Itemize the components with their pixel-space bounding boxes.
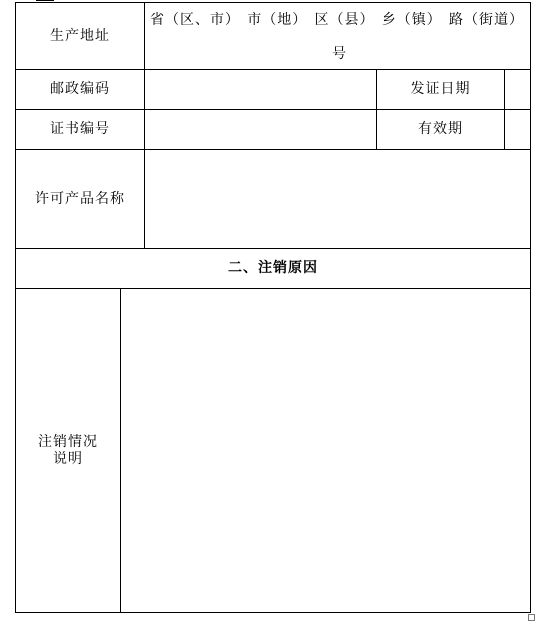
postal-code-label: 邮政编码	[16, 70, 145, 110]
cancellation-note-field[interactable]	[121, 289, 531, 613]
product-name-label: 许可产品名称	[16, 150, 145, 249]
certificate-row	[16, 110, 531, 150]
postal-date-row	[16, 70, 531, 110]
valid-period-field[interactable]	[505, 110, 531, 150]
product-name-row	[16, 150, 531, 249]
certificate-number-label: 证书编号	[16, 110, 145, 150]
valid-period-label: 有效期	[377, 110, 505, 150]
cancellation-note-label-line1: 注销情况	[38, 433, 98, 450]
address-town: 乡（镇）	[381, 12, 442, 28]
issue-date-field[interactable]	[505, 70, 531, 110]
cancellation-note-row	[16, 289, 531, 613]
cancellation-reason-title: 二、注销原因	[16, 249, 531, 289]
production-address-label: 生产地址	[16, 3, 145, 70]
address-line-1	[150, 12, 524, 29]
top-corner-mark	[36, 0, 54, 1]
address-province: 省（区、市）	[150, 12, 240, 28]
address-district: 区（县）	[314, 12, 375, 28]
cancellation-note-label-line2: 说明	[53, 450, 83, 467]
address-city: 市（地）	[247, 12, 308, 28]
section-title-row	[16, 249, 531, 289]
cancellation-form-table	[15, 2, 531, 613]
address-road: 路（街道）	[449, 12, 524, 28]
postal-code-field[interactable]	[145, 70, 377, 110]
address-row	[16, 3, 531, 70]
production-address-field[interactable]	[145, 3, 531, 70]
product-name-field[interactable]	[145, 150, 531, 249]
address-number-suffix: 号	[332, 46, 347, 62]
cancellation-note-label	[16, 289, 121, 613]
resize-corner-marker	[528, 614, 535, 621]
issue-date-label: 发证日期	[377, 70, 505, 110]
certificate-number-field[interactable]	[145, 110, 377, 150]
